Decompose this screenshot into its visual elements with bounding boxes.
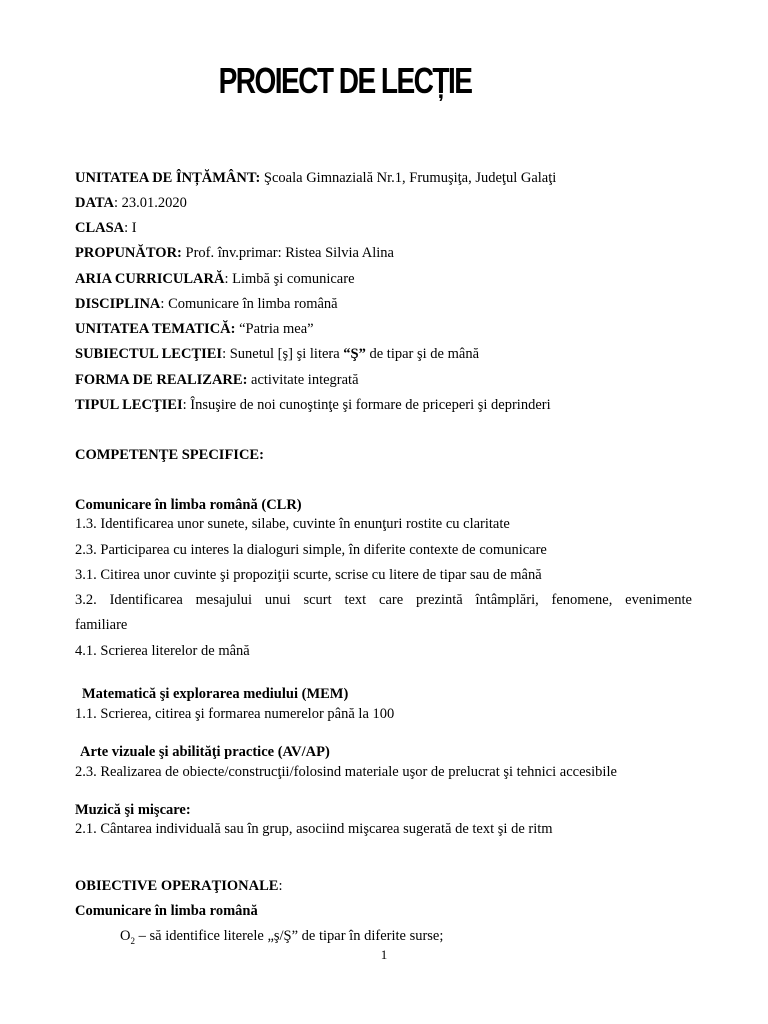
clasa-value: : I [124, 220, 137, 236]
obiectiv-o2 [120, 928, 443, 946]
obiective-subheading: Comunicare în limba română [75, 903, 258, 919]
obiective-heading-line [75, 878, 282, 895]
clr-item-continuation: familiare [75, 617, 128, 633]
tipul-label: TIPUL LECŢIEI [75, 397, 183, 413]
data-value: : 23.01.2020 [113, 195, 187, 211]
obiectiv-text: – să identifice literele „ş/Ş” de tipar în diferite surse; [134, 928, 444, 944]
unitatea-tematica-label: UNITATEA TEMATICĂ: [75, 321, 236, 337]
forma-label: FORMA DE REALIZARE: [75, 372, 248, 388]
propunator-value: Prof. înv.primar: Ristea Silvia Alina [181, 245, 394, 261]
meta-forma [75, 372, 359, 389]
meta-subiectul [75, 346, 479, 363]
clr-item: 3.1. Citirea unor cuvinte şi propoziţii scurte, scrise cu litere de tipar sau de mână [75, 567, 542, 583]
disciplina-label: DISCIPLINA [75, 296, 161, 312]
mem-item: 1.1. Scrierea, citirea şi formarea numerelor până la 100 [75, 706, 395, 722]
obiectiv-prefix: O [120, 928, 131, 944]
clr-item: 1.3. Identificarea unor sunete, silabe, cuvinte în enunţuri rostite cu claritate [75, 516, 510, 532]
page-number: 1 [380, 947, 388, 962]
obiective-heading: OBIECTIVE OPERAŢIONALE [75, 878, 279, 894]
page-title: PROIECT DE LECȚIE [218, 60, 472, 101]
aria-label: ARIA CURRICULARĂ [75, 271, 225, 287]
muzica-heading: Muzică şi mişcare: [75, 802, 191, 818]
clr-item: 3.2. Identificarea mesajului unui scurt text care prezintă întâmplări, fenomene, evenimente [75, 592, 692, 608]
mem-heading: Matematică şi explorarea mediului (MEM) [82, 686, 349, 702]
avap-heading: Arte vizuale şi abilităţi practice (AV/AP) [80, 744, 330, 760]
clr-item: 2.3. Participarea cu interes la dialoguri simple, în diferite contexte de comunicare [75, 542, 547, 558]
clr-item: 4.1. Scrierea literelor de mână [75, 643, 250, 659]
clasa-label: CLASA [75, 220, 125, 236]
meta-propunator [75, 245, 394, 262]
disciplina-value: : Comunicare în limba română [160, 296, 338, 312]
meta-data [75, 195, 187, 212]
muzica-item: 2.1. Cântarea individuală sau în grup, asociind mişcarea sugerată de text şi de ritm [75, 821, 553, 837]
obiectiv-subscript: 2 [130, 935, 135, 946]
unitatea-value: Şcoala Gimnazială Nr.1, Frumuşiţa, Judeţul Galaţi [260, 170, 557, 186]
unitatea-label: UNITATEA DE ÎNȚĂMÂNT: [75, 170, 261, 186]
unitatea-tematica-value: “Patria mea” [235, 321, 314, 337]
meta-unitatea [75, 170, 556, 187]
forma-value: activitate integrată [247, 372, 359, 388]
competente-heading: COMPETENŢE SPECIFICE: [75, 447, 264, 463]
meta-tipul [75, 397, 551, 414]
obiective-colon: : [278, 878, 283, 894]
subiectul-value-b: “Ş” [343, 346, 366, 362]
propunator-label: PROPUNĂTOR: [75, 245, 182, 261]
meta-disciplina [75, 296, 338, 313]
subiectul-label: SUBIECTUL LECŢIEI [75, 346, 223, 362]
subiectul-value-c: de tipar şi de mână [365, 346, 480, 362]
meta-unitatea-tematica [75, 321, 314, 338]
tipul-value: : Însuşire de noi cunoştinţe şi formare de priceperi şi deprinderi [182, 397, 551, 413]
data-label: DATA [75, 195, 114, 211]
meta-clasa [75, 220, 137, 237]
clr-heading: Comunicare în limba română (CLR) [75, 497, 302, 513]
aria-value: : Limbă şi comunicare [224, 271, 355, 287]
meta-aria [75, 271, 355, 288]
avap-item: 2.3. Realizarea de obiecte/construcţii/folosind materiale uşor de prelucrat şi tehnici accesibile [75, 764, 617, 780]
subiectul-value-a: : Sunetul [ş] şi litera [222, 346, 344, 362]
